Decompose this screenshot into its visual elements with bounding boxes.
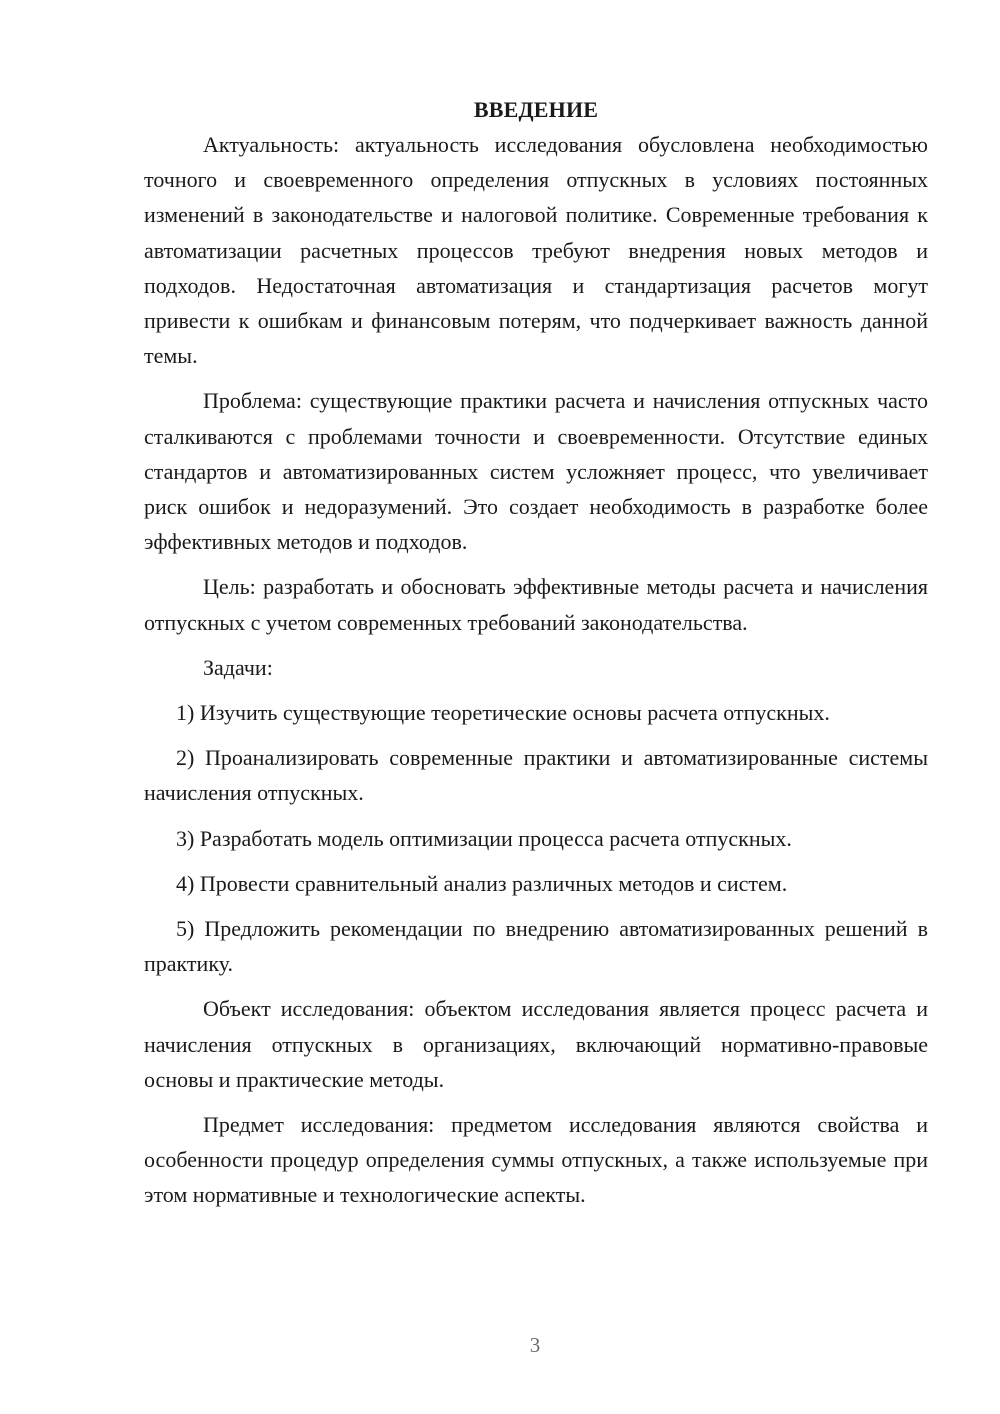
problem-paragraph: Проблема: существующие практики расчета и начисления отпускных часто сталкиваются с проблемами точности и своевременности. Отсутствие единых стандартов и автоматизированных систем усложняет процесс, что увеличивает риск ошибок и недоразумений. Это создает необходимость в разработке более эффективных методов и подходов. — [144, 388, 928, 555]
subject-paragraph: Предмет исследования: предметом исследования являются свойства и особенности процедур определения суммы отпускных, а также используемые при этом нормативные и технологические аспекты. — [144, 1112, 928, 1208]
task-item: 5) Предложить рекомендации по внедрению автоматизированных решений в практику. — [144, 916, 928, 977]
goal-paragraph: Цель: разработать и обосновать эффективные методы расчета и начисления отпускных с учетом современных требований законодательства. — [144, 574, 928, 635]
tasks-heading: Задачи: — [203, 654, 273, 680]
task-item: 2) Проанализировать современные практики и автоматизированные системы начисления отпускных. — [144, 745, 928, 806]
task-item: 4) Провести сравнительный анализ различных методов и систем. — [176, 870, 788, 896]
task-item: 3) Разработать модель оптимизации процесса расчета отпускных. — [176, 825, 792, 851]
relevance-paragraph: Актуальность: актуальность исследования обусловлена необходимостью точного и своевременного определения отпускных в условиях постоянных изменений в законодательстве и налоговой политике. Современные требования к автоматизации расчетных процессов требуют внедрения новых методов и подходов. Недостаточная автоматизация и стандартизация расчетов могут привести к ошибкам и финансовым потерям, что подчеркивает важность данной темы. — [144, 132, 928, 369]
task-item: 1) Изучить существующие теоретические основы расчета отпускных. — [176, 700, 830, 726]
page-number: 3 — [529, 1333, 541, 1357]
document-page — [144, 92, 928, 1213]
object-paragraph: Объект исследования: объектом исследования является процесс расчета и начисления отпускных в организациях, включающий нормативно-правовые основы и практические методы. — [144, 996, 928, 1092]
section-title: ВВЕДЕНИЕ — [473, 97, 599, 122]
